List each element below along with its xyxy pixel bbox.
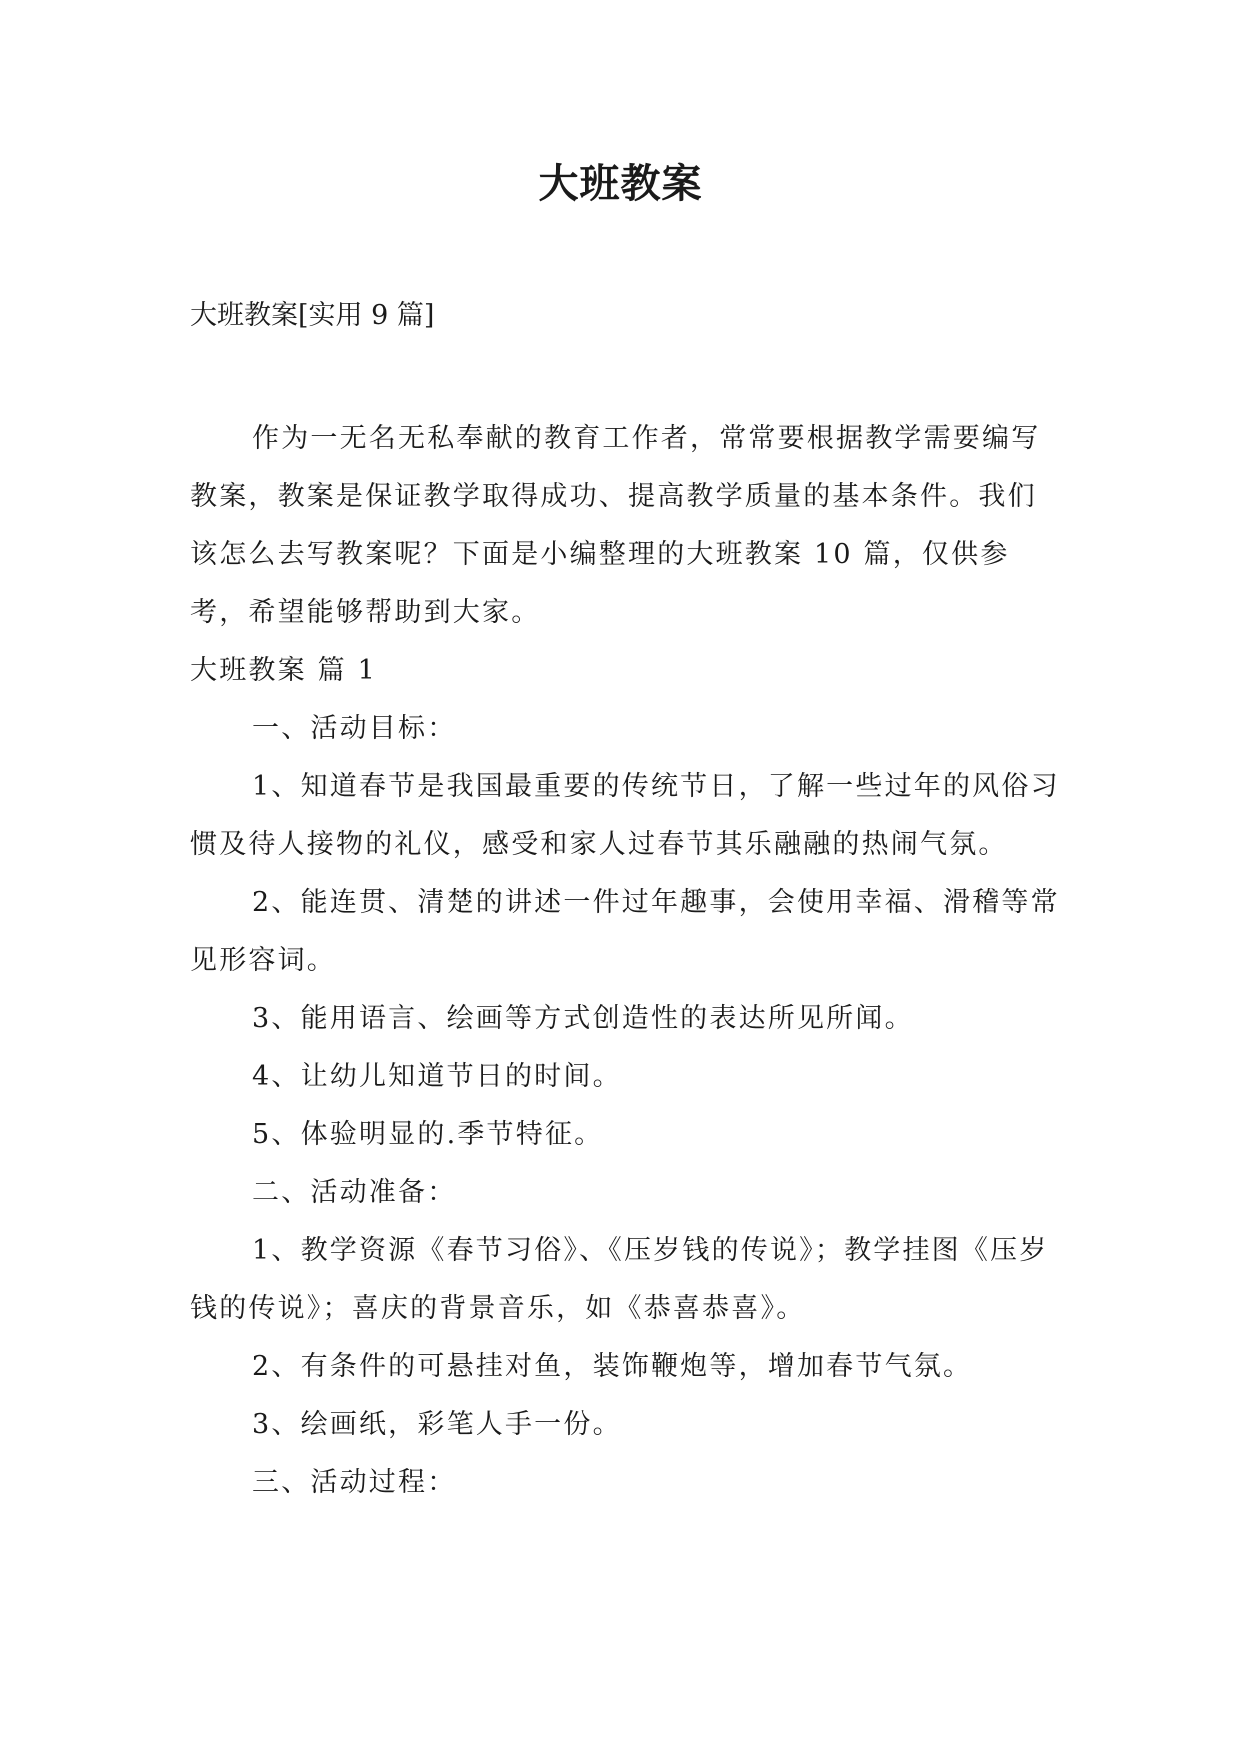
goal-item: 2、能连贯、清楚的讲述一件过年趣事，会使用幸福、滑稽等常见形容词。 bbox=[190, 887, 1060, 976]
prep-heading: 二、活动准备： bbox=[252, 1177, 457, 1208]
prep-item: 3、绘画纸，彩笔人手一份。 bbox=[252, 1409, 622, 1440]
intro-paragraph: 作为一无名无私奉献的教育工作者，常常要根据教学需要编写教案，教案是保证教学取得成功、提高教学质量的基本条件。我们该怎么去写教案呢？下面是小编整理的大班教案 10 篇，仅供参考，希望能够帮助到大家。 bbox=[190, 423, 1041, 628]
document-subtitle: 大班教案[实用 9 篇] bbox=[190, 300, 435, 331]
document-body bbox=[190, 410, 1060, 1512]
document-title: 大班教案 bbox=[538, 161, 703, 207]
goal-item: 5、体验明显的.季节特征。 bbox=[252, 1119, 604, 1150]
goals-heading: 一、活动目标： bbox=[252, 713, 457, 744]
section-heading: 大班教案 篇 1 bbox=[190, 655, 377, 686]
goal-item: 1、知道春节是我国最重要的传统节日，了解一些过年的风俗习惯及待人接物的礼仪，感受和家人过春节其乐融融的热闹气氛。 bbox=[190, 771, 1060, 860]
goal-item: 4、让幼儿知道节日的时间。 bbox=[252, 1061, 622, 1092]
prep-item: 2、有条件的可悬挂对鱼，装饰鞭炮等，增加春节气氛。 bbox=[252, 1351, 973, 1382]
goal-item: 3、能用语言、绘画等方式创造性的表达所见所闻。 bbox=[252, 1003, 914, 1034]
prep-item: 1、教学资源《春节习俗》、《压岁钱的传说》；教学挂图《压岁钱的传说》；喜庆的背景音乐，如《恭喜恭喜》。 bbox=[190, 1235, 1049, 1324]
process-heading: 三、活动过程： bbox=[252, 1467, 457, 1498]
